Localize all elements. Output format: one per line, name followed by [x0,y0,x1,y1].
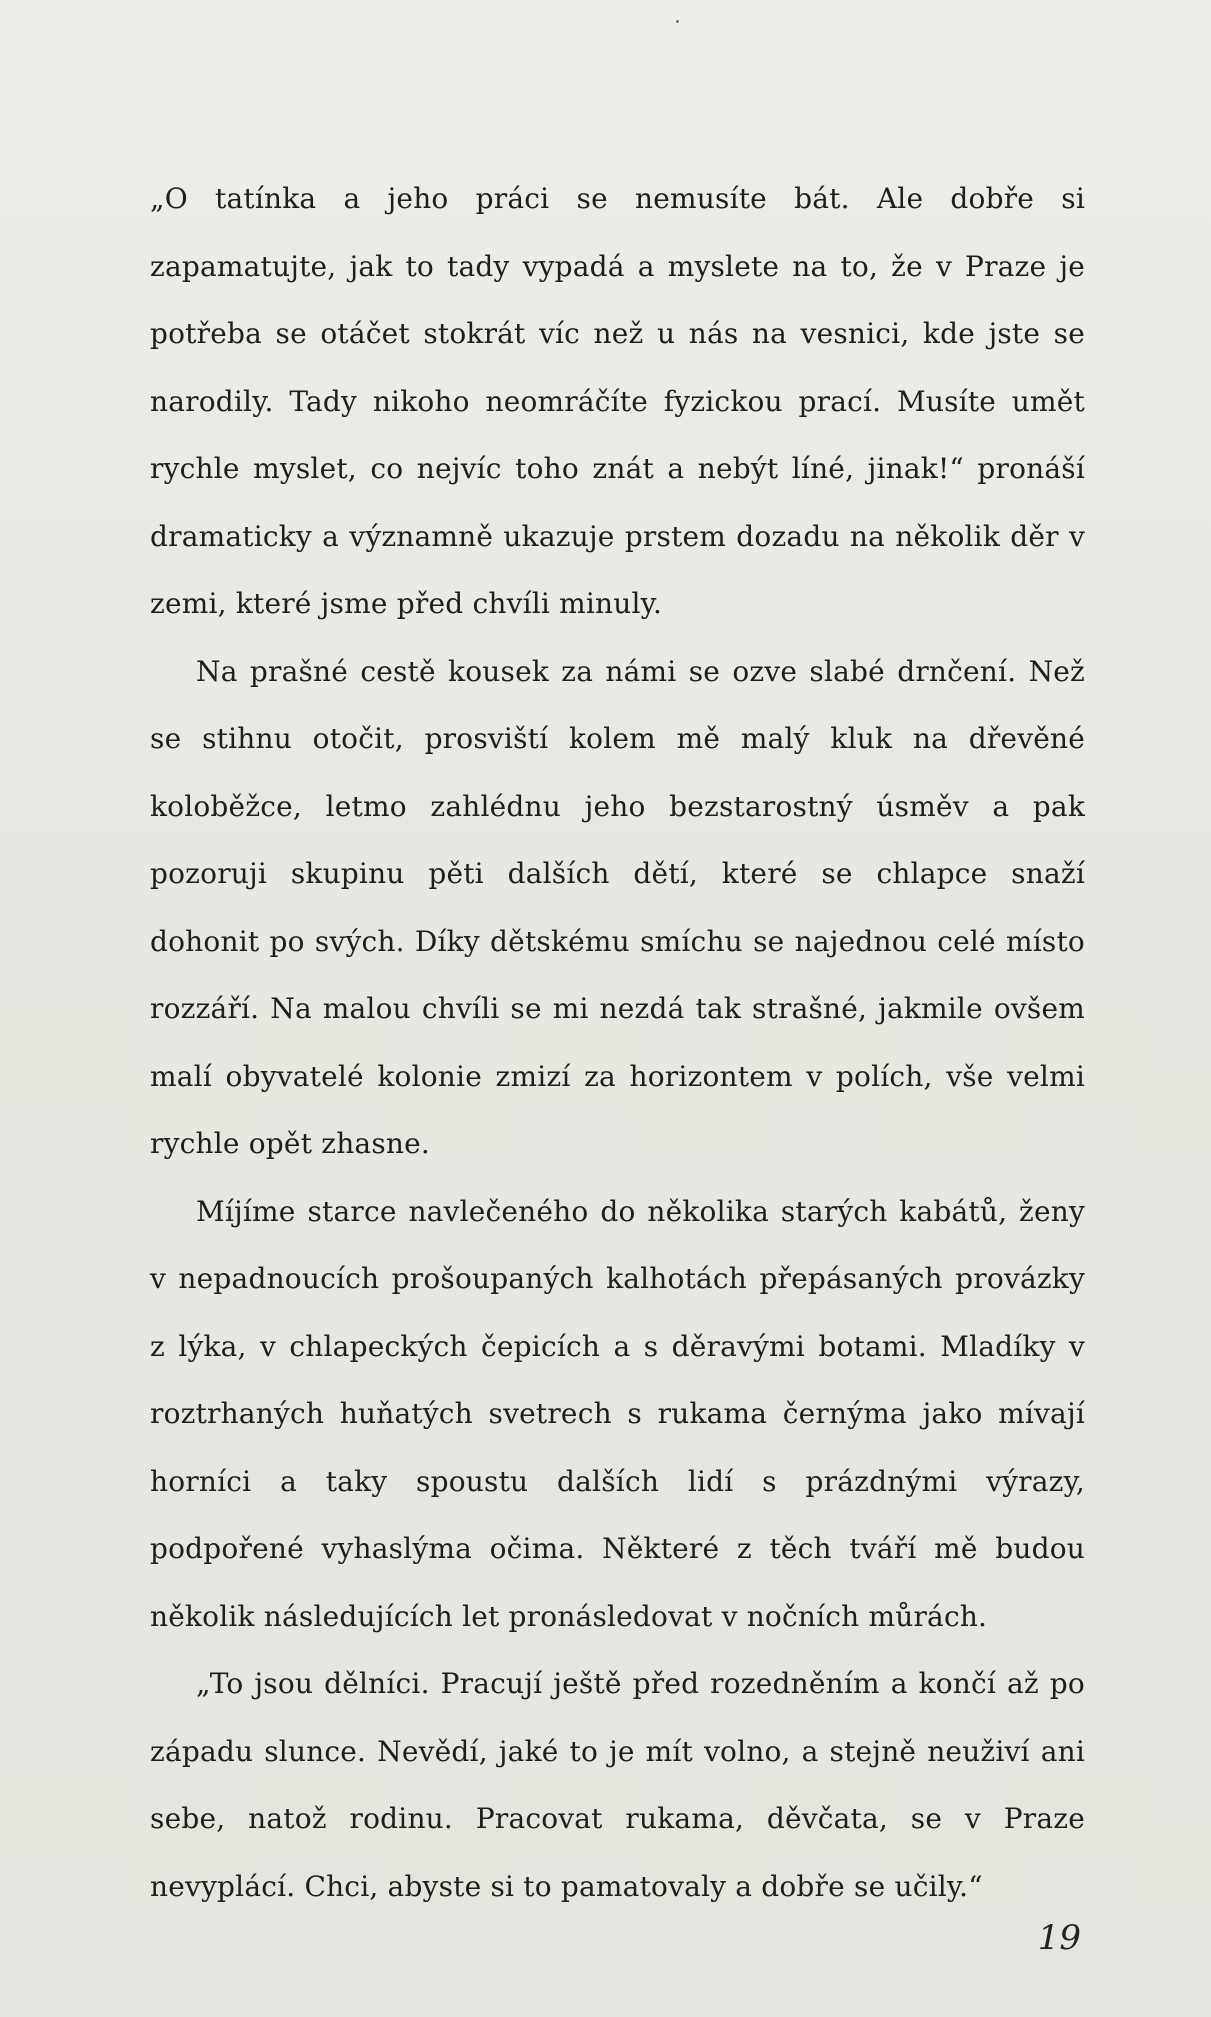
paragraph-4: „To jsou dělníci. Pracují ještě před rozedněním a končí až po západu slunce. Nevědí, jaké to je mít volno, a stejně neuživí ani sebe, natož rodinu. Pracovat rukama, děvčata, se v Praze nevyplácí. Chci, abyste si to pamatovaly a dobře se učily.“ [150,1667,1085,1903]
page-number: 19 [1037,1918,1081,1958]
paragraph-3: Míjíme starce navlečeného do několika starých kabátů, ženy v nepadnoucích prošoupaných kalhotách přepásaných provázky z lýka, v chlapeckých čepicích a s děravými botami. Mladíky v roztrhaných huňatých svetrech s rukama černýma jako mívají horníci a taky spoustu dalších lidí s prázdnými výrazy, podpořené vyhaslýma očima. Některé z těch tváří mě budou několik následujících let pronásledovat v nočních můrách. [150,1194,1085,1633]
body-text [150,165,1085,1920]
paragraph-2: Na prašné cestě kousek za námi se ozve slabé drnčení. Než se stihnu otočit, prosviští kolem mě malý kluk na dřevěné koloběžce, letmo zahlédnu jeho bezstarostný úsměv a pak pozoruji skupinu pěti dalších dětí, které se chlapce snaží dohonit po svých. Díky dětskému smíchu se najednou celé místo rozzáří. Na malou chvíli se mi nezdá tak strašné, jakmile ovšem malí obyvatelé kolonie zmizí za horizontem v polích, vše velmi rychle opět zhasne. [150,654,1085,1160]
dust-speck [676,20,679,23]
paragraph-1: „O tatínka a jeho práci se nemusíte bát. Ale dobře si zapamatujte, jak to tady vypadá a myslete na to, že v Praze je potřeba se otáčet stokrát víc než u nás na vesnici, kde jste se narodily. Tady nikoho neomráčíte fyzickou prací. Musíte umět rychle myslet, co nejvíc toho znát a nebýt líné, jinak!“ pronáší dramaticky a významně ukazuje prstem dozadu na několik děr v zemi, které jsme před chvíli minuly. [150,182,1085,620]
